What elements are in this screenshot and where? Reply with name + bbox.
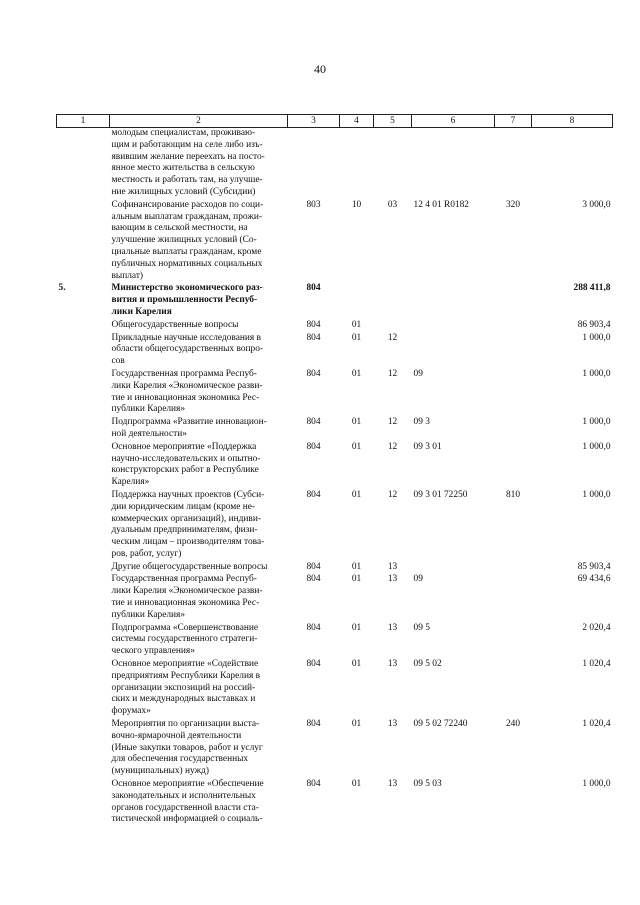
ministry-code: 804 [306,283,321,294]
column-header: 6 [412,115,495,128]
ministry-code: 803 [306,199,321,210]
column-header: 7 [495,115,532,128]
expense-type-code [495,319,532,332]
subsection-code: 12 [387,332,398,343]
row-description: Государственная программа Респуб- лики Карелия «Экономическое разви- тие и инновационная экономика Рес- публики Карелия» [111,574,263,620]
section-code: 01 [351,574,362,585]
section-code: 01 [351,561,362,572]
row-number: 5. [58,283,66,294]
column-number-row [57,115,613,128]
expense-type-code [495,416,532,441]
row-description: Подпрограмма «Развитие инновацион- ной деятельности» [111,417,267,439]
ministry-code: 804 [306,574,321,585]
amount-value: 2 020,4 [582,622,611,633]
subsection-code: 13 [387,779,398,790]
ministry-code: 804 [306,622,321,633]
target-article-code: 09 3 [413,417,430,428]
target-article-code: 12 4 01 R0182 [413,199,469,210]
table-body [57,128,613,827]
subsection-code: 12 [387,368,398,379]
section-code: 01 [351,489,362,500]
table-row [57,561,613,574]
column-header: 1 [57,115,110,128]
amount-value: 69 434,6 [577,574,611,585]
row-number [57,128,110,199]
section-code: 10 [351,199,362,210]
table-row [57,622,613,658]
ministry-code: 804 [306,489,321,500]
target-article-code: 09 [413,574,423,585]
table-row [57,199,613,283]
target-article-code: 09 5 [413,622,430,633]
table-row [57,441,613,489]
column-header: 2 [110,115,288,128]
ministry-code: 804 [306,417,321,428]
table-row [57,489,613,561]
target-article-code [412,282,495,318]
ministry-code: 804 [306,368,321,379]
amount-value: 86 903,4 [577,319,611,330]
section-code [340,282,374,318]
page-number: 40 [314,62,326,76]
column-header: 8 [532,115,613,128]
amount-value: 1 020,4 [582,719,611,730]
expense-type-code [495,658,532,718]
column-header: 4 [340,115,374,128]
expense-type-code [495,778,532,826]
table-row [57,332,613,368]
subsection-code: 12 [387,489,398,500]
table-row [57,718,613,778]
target-article-code: 09 5 02 72240 [413,719,468,730]
subsection-code [374,319,412,332]
table-row [57,128,613,199]
amount-value [532,128,613,199]
row-description: Софинансирование расходов по соци- альным выплатам гражданам, прожи- вающим в сельской местности, на улучшение жилищных условий (Со- циальные выплаты гражданам, кроме публичных нормативных социальных выплат) [111,199,264,281]
amount-value: 1 020,4 [582,659,611,670]
expense-type-code: 320 [505,199,521,210]
table-row [57,573,613,621]
amount-value: 1 000,0 [582,779,611,790]
expense-type-code [495,622,532,658]
target-article-code [412,332,495,368]
target-article-code: 09 5 03 [413,779,442,790]
row-description: Поддержка научных проектов (Субси- дии юридическим лицам (кроме не- коммерческих организаций), индиви- дуальным предпринимателям, физи- ческим лицам – производителям това- ров, работ, услуг) [111,489,265,559]
expense-type-code: 810 [505,489,521,500]
row-number [57,489,110,561]
row-description: Государственная программа Респуб- лики Карелия «Экономическое разви- тие и инновационная экономика Рес- публики Карелия» [111,368,263,415]
amount-value: 1 000,0 [582,368,611,379]
ministry-code: 804 [306,561,321,572]
subsection-code: 13 [387,719,398,730]
expense-type-code [495,332,532,368]
section-code: 01 [351,622,362,633]
subsection-code: 13 [387,561,398,572]
target-article-code [412,319,495,332]
subsection-code: 12 [387,441,398,452]
subsection-code: 13 [387,574,398,585]
row-number [57,778,110,826]
row-description: Основное мероприятие «Поддержка научно-исследовательских и опытно- конструкторских работ в Республике Карелия» [111,441,261,488]
amount-value: 3 000,0 [582,199,611,210]
row-number [57,319,110,332]
row-description: Мероприятия по организации выста- вочно-ярмарочной деятельности (Иные закупки товаров, работ и услуг для обеспечения государственных (муниципальных) нужд) [111,719,263,777]
subsection-code: 12 [387,417,398,428]
amount-value: 1 000,0 [582,441,611,452]
expense-type-code [495,282,532,318]
section-code: 01 [351,659,362,670]
table-row [57,319,613,332]
row-description: Другие общегосударственные вопросы [111,561,268,572]
row-description: молодым специалистам, проживаю- щим и работающим на селе либо изъ- явившим желание переехать на посто- янное место жительства в сельскую местность и работать там, на улучше- ние жилищных условий (Субсидии) [111,128,265,197]
amount-value: 1 000,0 [582,332,611,343]
section-code: 01 [351,368,362,379]
ministry-code: 804 [306,319,321,330]
row-number [57,416,110,441]
row-description: Основное мероприятие «Содействие предприятиям Республики Карелия в организации экспозиций на россий- ских и международных выставках и форумах» [111,659,261,717]
section-code: 01 [351,417,362,428]
subsection-code [374,128,412,199]
target-article-code [412,128,495,199]
target-article-code: 09 [413,368,423,379]
target-article-code: 09 5 02 [413,659,442,670]
subsection-code [374,282,412,318]
column-header: 5 [374,115,412,128]
row-number [57,368,110,416]
table-row [57,416,613,441]
target-article-code: 09 3 01 72250 [413,489,468,500]
row-number [57,622,110,658]
section-code: 01 [351,779,362,790]
section-code: 01 [351,441,362,452]
table-row [57,368,613,416]
amount-value: 1 000,0 [582,417,611,428]
ministry-code: 804 [306,659,321,670]
ministry-code [288,128,340,199]
ministry-code: 804 [306,719,321,730]
row-number [57,199,110,283]
section-code [340,128,374,199]
row-description: Министерство экономического раз- вития и промышленности Респуб- лики Карелия [111,283,263,317]
subsection-code: 03 [387,199,398,210]
ministry-code: 804 [306,441,321,452]
row-description: Прикладные научные исследования в области общегосударственных вопро- сов [111,332,264,367]
expense-type-code [495,128,532,199]
row-number [57,332,110,368]
row-number [57,573,110,621]
amount-value: 85 903,4 [577,561,611,572]
expense-type-code [495,368,532,416]
subsection-code: 13 [387,659,398,670]
row-description: Общегосударственные вопросы [111,319,239,330]
target-article-code: 09 3 01 [413,441,442,452]
expense-type-code [495,561,532,574]
expense-type-code [495,441,532,489]
expense-type-code: 240 [505,719,521,730]
amount-value: 1 000,0 [582,489,611,500]
column-header: 3 [288,115,340,128]
table-row [57,778,613,826]
section-code: 01 [351,332,362,343]
subsection-code: 13 [387,622,398,633]
target-article-code [412,561,495,574]
table-row [57,282,613,318]
table-row [57,658,613,718]
row-number [57,658,110,718]
section-code: 01 [351,319,362,330]
expense-type-code [495,573,532,621]
ministry-code: 804 [306,332,321,343]
section-code: 01 [351,719,362,730]
amount-value: 288 411,8 [573,283,611,294]
row-description: Подпрограмма «Совершенствование системы государственного стратеги- ческого управления» [111,622,259,657]
row-description: Основное мероприятие «Обеспечение законодательных и исполнительных органов государственной власти ста- тистической информацией о социаль- [111,779,264,825]
row-number [57,718,110,778]
row-number [57,441,110,489]
budget-sheet [56,114,612,826]
row-number [57,561,110,574]
ministry-code: 804 [306,779,321,790]
budget-table [56,114,613,826]
